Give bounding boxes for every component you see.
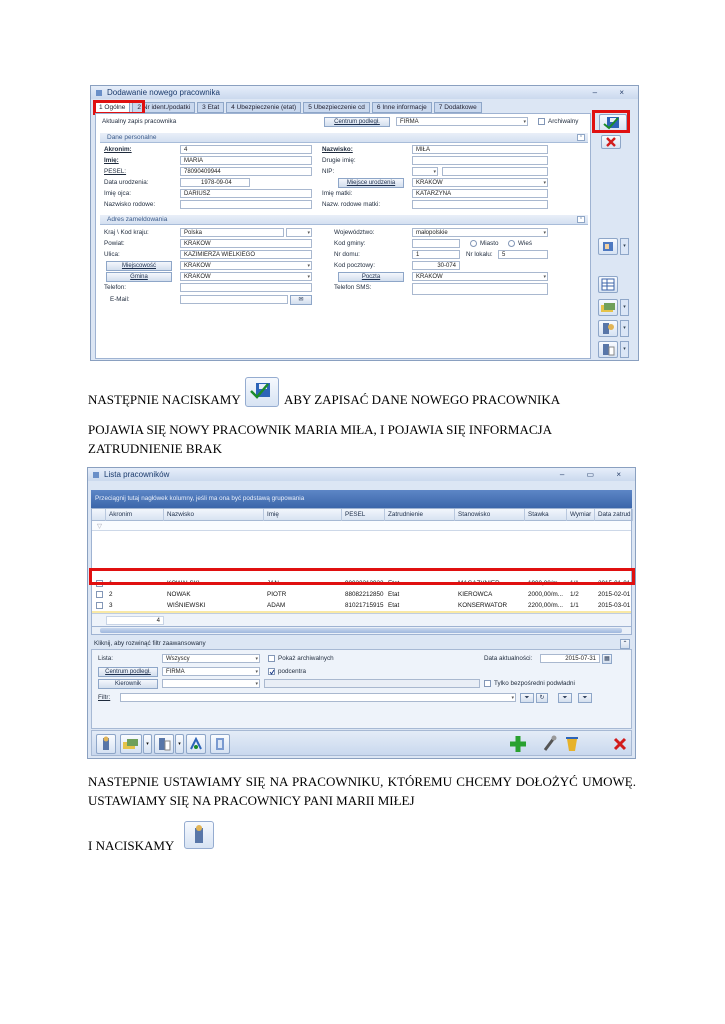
employee-grid bbox=[91, 508, 632, 626]
list-label: Lista: bbox=[98, 655, 114, 662]
table-cell: Etat bbox=[388, 591, 400, 598]
mother-family-label: Nazw. rodowe matki: bbox=[322, 201, 381, 208]
email-send-icon[interactable]: ✉ bbox=[290, 295, 312, 305]
birthplace-value: KRAKÓW bbox=[416, 180, 443, 186]
manager-select[interactable] bbox=[162, 679, 260, 688]
table-cell: 2015-03-01 bbox=[598, 602, 631, 609]
app-icon bbox=[95, 89, 103, 97]
highlight-save-button bbox=[592, 110, 630, 133]
document-person-icon[interactable] bbox=[598, 341, 618, 358]
voivodeship-label: Województwo: bbox=[334, 229, 375, 236]
direct-reports-checkbox[interactable] bbox=[484, 680, 491, 687]
chevron-down-icon[interactable]: ▾ bbox=[620, 299, 629, 316]
list-select[interactable] bbox=[162, 654, 260, 663]
chevron-down-icon[interactable]: ▾ bbox=[620, 341, 629, 358]
archived-label: Pokaż archiwalnych bbox=[278, 655, 334, 662]
date-field[interactable]: 2015-07-31 bbox=[540, 654, 600, 663]
commune-value: KRAKÓW bbox=[184, 274, 211, 280]
table-cell: 90022212932 bbox=[345, 580, 384, 587]
email-label: E-Mail: bbox=[110, 296, 130, 303]
select-column-header[interactable] bbox=[92, 509, 106, 521]
chevron-down-icon[interactable]: ▾ bbox=[175, 734, 184, 754]
mother-field[interactable]: KATARZYNA bbox=[412, 189, 548, 198]
advanced-filter-toggle[interactable]: Kliknij, aby rozwinąć filtr zaawansowany bbox=[94, 640, 206, 647]
add-employee-window bbox=[90, 85, 639, 361]
instruction-save-text bbox=[88, 390, 241, 409]
tab-insurance[interactable]: 4 Ubezpieczenie (etat) bbox=[226, 102, 301, 113]
voivodeship-value: małopolskie bbox=[416, 230, 448, 236]
chevron-down-icon: ▾ bbox=[523, 119, 526, 125]
table-cell: KIEROWCA bbox=[458, 591, 493, 598]
chevron-down-icon: ▾ bbox=[255, 681, 258, 687]
commune-code-label: Kod gminy: bbox=[334, 240, 366, 247]
form-panel bbox=[95, 113, 591, 359]
collapse-icon[interactable]: ⌃ bbox=[578, 135, 584, 141]
window-titlebar bbox=[88, 468, 635, 481]
table-cell: 1/1 bbox=[570, 580, 579, 587]
tab-job[interactable]: 3 Etat bbox=[197, 102, 224, 113]
village-label: Wieś bbox=[518, 240, 532, 247]
centrum-select[interactable] bbox=[162, 667, 260, 676]
filter-input[interactable] bbox=[120, 693, 516, 702]
city-label: Miasto bbox=[480, 240, 499, 247]
family-name-field[interactable] bbox=[180, 200, 312, 209]
table-icon[interactable] bbox=[598, 276, 618, 293]
nazwisko-label: Nazwisko: bbox=[322, 146, 353, 153]
locality-button[interactable]: Miejscowość bbox=[106, 261, 172, 271]
table-cell: 2000,00/m... bbox=[528, 591, 564, 598]
chevron-down-icon: ▾ bbox=[307, 274, 310, 280]
archive-label: Archiwalny bbox=[548, 118, 579, 125]
current-record-label: Aktualny zapis pracownika bbox=[102, 118, 177, 125]
chevron-down-icon: ▾ bbox=[307, 230, 310, 236]
chevron-down-icon: ▾ bbox=[255, 656, 258, 662]
nip-label: NIP: bbox=[322, 168, 335, 175]
locality-value: KRAKÓW bbox=[184, 263, 211, 269]
window-title: Lista pracowników bbox=[104, 470, 170, 479]
column-zatrudnienie[interactable]: Zatrudnienie bbox=[385, 509, 455, 521]
chevron-down-icon: ▾ bbox=[543, 180, 546, 186]
column-pesel[interactable]: PESEL bbox=[342, 509, 385, 521]
tab-other-info[interactable]: 6 Inne informacje bbox=[372, 102, 432, 113]
birthdate-label: Data urodzenia: bbox=[104, 179, 149, 186]
second-name-label: Drugie imię: bbox=[322, 157, 356, 164]
date-label: Data aktualności: bbox=[484, 655, 533, 662]
table-cell: 81021715915 bbox=[345, 602, 384, 609]
table-cell: 2015-02-01 bbox=[598, 591, 631, 598]
table-row[interactable] bbox=[92, 600, 631, 611]
house-field[interactable]: 1 bbox=[412, 250, 460, 259]
address-section-header[interactable] bbox=[100, 215, 588, 225]
street-field[interactable]: KAZIMIERZA WIELKIEGO bbox=[180, 250, 312, 259]
column-stawka[interactable]: Stawka bbox=[525, 509, 567, 521]
window-titlebar bbox=[91, 86, 638, 99]
sms-label: Telefon SMS: bbox=[334, 284, 372, 291]
birthdate-field[interactable]: 1978-09-04 bbox=[180, 178, 250, 187]
chevron-down-icon: ▾ bbox=[511, 695, 514, 701]
postcode-label: Kod pocztowy: bbox=[334, 262, 375, 269]
archived-checkbox[interactable] bbox=[268, 655, 275, 662]
worker-tools-icon[interactable] bbox=[598, 320, 618, 337]
imie-label: Imię: bbox=[104, 157, 119, 164]
instruction-save-text-end: ABY ZAPISAĆ DANE NOWEGO PRACOWNIKA bbox=[284, 392, 561, 407]
direct-reports-label: Tylko bezpośredni podwładni bbox=[494, 680, 575, 687]
centrum-value: FIRMA bbox=[400, 119, 419, 125]
table-cell: 1/1 bbox=[570, 602, 579, 609]
country-field[interactable]: Polska bbox=[180, 228, 284, 237]
save-icon bbox=[245, 377, 279, 407]
postcode-field[interactable]: 30-074 bbox=[412, 261, 460, 270]
post-value: KRAKÓW bbox=[416, 274, 443, 280]
cancel-icon[interactable] bbox=[601, 135, 621, 149]
nip-prefix-select[interactable] bbox=[412, 167, 438, 176]
email-field[interactable] bbox=[180, 295, 288, 304]
column-data-zatrud[interactable]: Data zatrud bbox=[595, 509, 633, 521]
delete-bin-icon[interactable] bbox=[562, 734, 582, 754]
voivodeship-select[interactable] bbox=[412, 228, 548, 237]
second-name-field[interactable] bbox=[412, 156, 548, 165]
city-radio[interactable] bbox=[470, 240, 477, 247]
row-checkbox[interactable] bbox=[96, 602, 103, 609]
centrum-select[interactable] bbox=[396, 117, 528, 126]
father-label: Imię ojca: bbox=[104, 190, 131, 197]
manager-button[interactable]: Kierownik bbox=[98, 679, 158, 689]
window-title: Dodawanie nowego pracownika bbox=[107, 88, 220, 97]
table-cell: 1/2 bbox=[570, 591, 579, 598]
tab-bar bbox=[91, 102, 539, 113]
close-icon[interactable] bbox=[610, 734, 630, 754]
nazwisko-field[interactable]: MIŁA bbox=[412, 145, 548, 154]
table-cell: JAN bbox=[267, 580, 279, 587]
record-count: 4 bbox=[106, 616, 164, 625]
column-wymiar[interactable]: Wymiar bbox=[567, 509, 595, 521]
column-stanowisko[interactable]: Stanowisko bbox=[455, 509, 525, 521]
list-value: Wszyscy bbox=[166, 656, 190, 662]
nip-field[interactable] bbox=[442, 167, 548, 176]
archive-checkbox[interactable] bbox=[538, 118, 545, 125]
commune-select[interactable] bbox=[180, 272, 312, 281]
commune-button[interactable]: Gmina bbox=[106, 272, 172, 282]
centrum-button[interactable]: Centrum podległ. bbox=[98, 667, 158, 677]
table-cell: 2200,00/m... bbox=[528, 602, 564, 609]
employee-list-window bbox=[87, 467, 636, 759]
horizontal-scrollbar[interactable] bbox=[91, 626, 632, 635]
imie-field[interactable]: MARIA bbox=[180, 156, 312, 165]
family-name-label: Nazwisko rodowe: bbox=[104, 201, 156, 208]
table-cell: MAGAZYNIER bbox=[458, 580, 500, 587]
pesel-field[interactable]: 78090409944 bbox=[180, 167, 312, 176]
street-label: Ulica: bbox=[104, 251, 120, 258]
manager-name-field bbox=[264, 679, 480, 688]
pesel-label: PESEL: bbox=[104, 168, 127, 175]
post-select[interactable] bbox=[412, 272, 548, 281]
birthplace-select[interactable] bbox=[412, 178, 548, 187]
akronim-field[interactable]: 4 bbox=[180, 145, 312, 154]
chevron-down-icon[interactable]: ▾ bbox=[143, 734, 152, 754]
collapse-icon[interactable]: ⌃ bbox=[620, 639, 630, 649]
instruction-select-employee-text: NASTEPNIE USTAWIAMY SIĘ NA PRACOWNIKU, KTÓREMU CHCEMY DOŁOŻYĆ UMOWĘ. USTAWIAMY SIĘ NA PRACOWNICY PANI MARII MIŁEJ bbox=[88, 774, 636, 808]
chevron-down-icon: ▾ bbox=[543, 274, 546, 280]
new-employee-info-text: POJAWIA SIĘ NOWY PRACOWNIK MARIA MIŁA, I POJAWIA SIĘ INFORMACJA ZATRUDNIENIE BRAK bbox=[88, 422, 552, 456]
county-label: Powiat: bbox=[104, 240, 125, 247]
table-cell: 88082212850 bbox=[345, 591, 384, 598]
instruction-save-text-part1: NASTĘPNIE NACISKAMY bbox=[88, 392, 241, 407]
county-field[interactable]: KRAKÓW bbox=[180, 239, 312, 248]
table-cell: KOWALSKI bbox=[167, 580, 200, 587]
window-controls[interactable]: – ▭ × bbox=[559, 470, 631, 479]
payroll-icon[interactable] bbox=[120, 734, 142, 754]
flat-label: Nr lokalu: bbox=[466, 251, 493, 258]
personal-section-header[interactable] bbox=[100, 133, 588, 143]
column-nazwisko[interactable]: Nazwisko bbox=[164, 509, 264, 521]
country-code-select[interactable] bbox=[286, 228, 312, 237]
worker-icon[interactable] bbox=[96, 734, 116, 754]
window-controls[interactable]: – × bbox=[592, 88, 634, 97]
father-field[interactable]: DARIUSZ bbox=[180, 189, 312, 198]
subcentre-checkbox[interactable] bbox=[268, 668, 275, 675]
table-cell: ADAM bbox=[267, 602, 286, 609]
personal-section-title: Dane personalne bbox=[107, 134, 157, 141]
phone-field[interactable] bbox=[180, 283, 312, 292]
locality-select[interactable] bbox=[180, 261, 312, 270]
mother-family-field[interactable] bbox=[412, 200, 548, 209]
grid-header bbox=[92, 509, 631, 521]
filter-panel bbox=[91, 649, 632, 729]
grid-filter-row[interactable] bbox=[92, 521, 631, 531]
funnel-icon[interactable]: ⏷ bbox=[520, 693, 534, 703]
group-by-bar[interactable]: Przeciągnij tutaj nagłówek kolumny, jeśli ma ona być podstawą grupowania bbox=[91, 490, 632, 508]
flat-field[interactable]: 5 bbox=[498, 250, 548, 259]
column-akronim[interactable]: Akronim bbox=[106, 509, 164, 521]
phone-label: Telefon: bbox=[104, 284, 127, 291]
table-cell: PIOTR bbox=[267, 591, 287, 598]
door-icon[interactable] bbox=[210, 734, 230, 754]
worker-icon bbox=[184, 821, 214, 849]
instruction-press-text: I NACISKAMY bbox=[88, 838, 175, 853]
table-cell: 1 bbox=[109, 580, 113, 587]
table-cell: 1900,00/m... bbox=[528, 580, 564, 587]
highlight-selected-employee bbox=[89, 568, 635, 585]
mother-label: Imię matki: bbox=[322, 190, 353, 197]
document-person-icon[interactable] bbox=[154, 734, 174, 754]
edit-icon[interactable] bbox=[540, 734, 560, 754]
chevron-down-icon: ▾ bbox=[543, 230, 546, 236]
cards-icon[interactable] bbox=[598, 299, 618, 316]
house-label: Nr domu: bbox=[334, 251, 360, 258]
table-cell: KONSERWATOR bbox=[458, 602, 508, 609]
add-icon[interactable] bbox=[508, 734, 528, 754]
funnel-clear-icon[interactable]: ⏷ bbox=[578, 693, 592, 703]
contacts-icon[interactable] bbox=[598, 238, 618, 255]
refresh-icon[interactable]: ↻ bbox=[536, 693, 548, 703]
table-cell: 3 bbox=[109, 602, 113, 609]
address-section-title: Adres zameldowania bbox=[107, 216, 168, 223]
commune-code-field[interactable] bbox=[412, 239, 460, 248]
table-cell: Etat bbox=[388, 602, 400, 609]
app-icon bbox=[92, 471, 100, 479]
tab-general[interactable]: 1 Ogólne bbox=[94, 102, 130, 113]
funnel-edit-icon[interactable]: ⏷ bbox=[558, 693, 572, 703]
grid-summary-row bbox=[92, 613, 631, 627]
chevron-down-icon: ▾ bbox=[255, 669, 258, 675]
akronim-label: Akronim: bbox=[104, 146, 132, 153]
bottom-toolbar bbox=[91, 730, 632, 756]
column-imie[interactable]: Imię bbox=[264, 509, 342, 521]
chevron-down-icon[interactable]: ▾ bbox=[620, 238, 629, 255]
tab-additional[interactable]: 7 Dodatkowe bbox=[434, 102, 482, 113]
tab-insurance-cd[interactable]: 5 Ubezpieczenie cd bbox=[303, 102, 370, 113]
chevron-down-icon: ▾ bbox=[307, 263, 310, 269]
birthplace-button[interactable]: Miejsce urodzenia bbox=[338, 178, 404, 188]
post-button[interactable]: Poczta bbox=[338, 272, 404, 282]
filter-label: Filtr: bbox=[98, 694, 111, 701]
tab-tax-ids[interactable]: 2 Nr ident./podatki bbox=[132, 102, 195, 113]
contract-icon[interactable] bbox=[186, 734, 206, 754]
table-cell: Etat bbox=[388, 580, 400, 587]
table-cell: WIŚNIEWSKI bbox=[167, 602, 206, 609]
table-cell: 2015-01-01 bbox=[598, 580, 631, 587]
sms-field[interactable] bbox=[412, 283, 548, 295]
table-cell: 2 bbox=[109, 591, 113, 598]
centrum-button[interactable]: Centrum podległ. bbox=[324, 117, 390, 127]
collapse-icon[interactable]: ⌃ bbox=[578, 217, 584, 223]
centrum-value: FIRMA bbox=[166, 669, 185, 675]
filter-row-icon: ▽ bbox=[97, 523, 102, 530]
scrollbar-thumb[interactable] bbox=[100, 628, 622, 633]
calendar-icon[interactable]: ▦ bbox=[602, 654, 612, 664]
chevron-down-icon[interactable]: ▾ bbox=[620, 320, 629, 337]
row-checkbox[interactable] bbox=[96, 591, 103, 598]
table-cell: NOWAK bbox=[167, 591, 191, 598]
village-radio[interactable] bbox=[508, 240, 515, 247]
table-row[interactable] bbox=[92, 589, 631, 600]
country-label: Kraj \ Kod kraju: bbox=[104, 229, 149, 236]
subcentre-label: podcentra bbox=[278, 668, 307, 675]
chevron-down-icon: ▾ bbox=[433, 169, 436, 175]
